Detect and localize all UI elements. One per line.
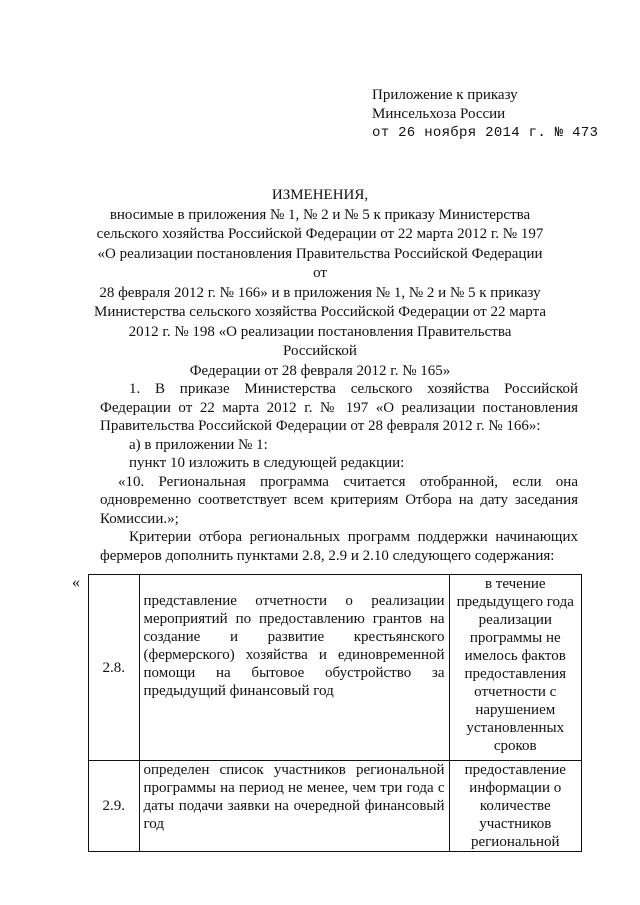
title-heading: ИЗМЕНЕНИЯ, xyxy=(271,187,369,203)
appendix-line-2: Минсельхоза России xyxy=(372,106,506,122)
row-number: 2.8. xyxy=(89,575,140,761)
row-number: 2.9. xyxy=(89,761,140,852)
title-line-7: Федерации от 28 февраля 2012 г. № 165» xyxy=(189,362,451,379)
appendix-reference xyxy=(372,86,598,143)
document-body xyxy=(100,380,578,565)
title-line-5: Министерства сельского хозяйства Российской Федерации от 22 марта xyxy=(94,304,546,320)
title-line-4: 28 февраля 2012 г. № 166» и в приложения № 1, № 2 и № 5 к приказу xyxy=(99,284,541,301)
title-line-1: вносимые в приложения № 1, № 2 и № 5 к приказу Министерства xyxy=(109,206,531,223)
opening-quote-mark: « xyxy=(72,574,80,591)
criterion-description: определен список участников региональной программы на период не менее, чем три года с даты подачи заявки на очередной финансовый год xyxy=(139,761,449,852)
order-date-number: от 26 ноября 2014 г. № 473 xyxy=(372,125,599,141)
title-line-6: 2012 г. № 198 «О реализации постановления Правительства Российской xyxy=(128,323,512,359)
table-row xyxy=(89,575,582,761)
paragraph-5: Критерии отбора региональных программ поддержки начинающих фермеров дополнить пунктами 2.8, 2.9 и 2.10 следующего содержания: xyxy=(100,529,578,564)
criteria-table xyxy=(88,574,582,852)
paragraph-2: а) в приложении № 1: xyxy=(129,436,268,453)
title-line-3: «О реализации постановления Правительства Российской Федерации от xyxy=(97,245,543,281)
title-line-2: сельского хозяйства Российской Федерации от 22 марта 2012 г. № 197 xyxy=(96,226,544,242)
appendix-line-1: Приложение к приказу xyxy=(372,87,518,103)
table-row xyxy=(89,761,582,852)
criterion-condition: в течение предыдущего года реализации программы не имелось фактов предоставления отчетности с нарушением установленных сроков xyxy=(449,575,581,761)
criterion-description: представление отчетности о реализации мероприятий по предоставлению грантов на создание и развитие крестьянского (фермерского) хозяйства и единовременной помощи на бытовое обустройство за предыдущий финансовый год xyxy=(139,575,449,761)
paragraph-4: «10. Региональная программа считается отобранной, если она одновременно соответствует всем критериям Отбора на дату заседания Комиссии.»; xyxy=(100,473,578,527)
criterion-condition: предоставление информации о количестве участников региональной xyxy=(449,761,581,852)
document-title xyxy=(92,186,548,381)
paragraph-1: 1. В приказе Министерства сельского хозяйства Российской Федерации от 22 марта 2012 г. № 197 «О реализации постановления Правительства Российской Федерации от 28 февраля 2012 г. № 166»: xyxy=(100,381,578,434)
paragraph-3: пункт 10 изложить в следующей редакции: xyxy=(129,455,405,471)
